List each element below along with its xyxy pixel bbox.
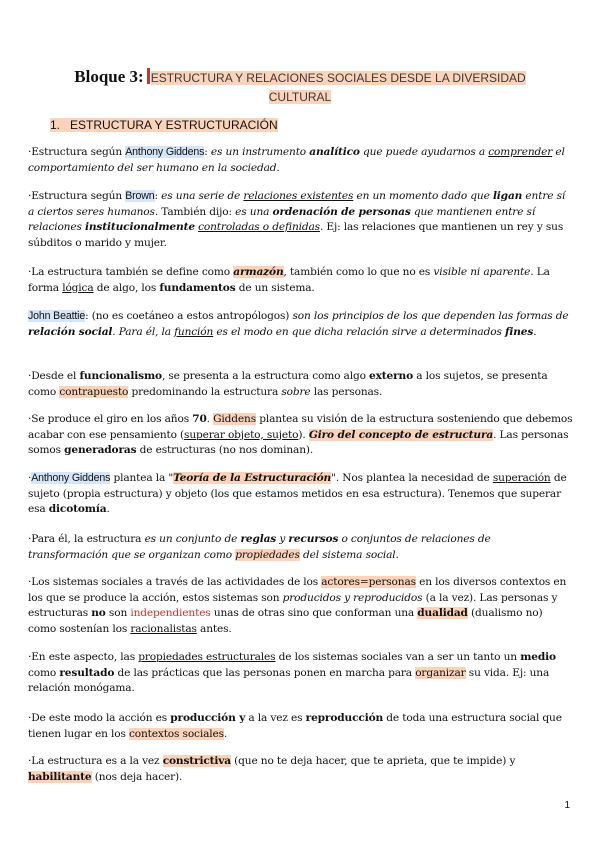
title-bloque: Bloque 3: <box>74 67 144 86</box>
text-run: de un sistema. <box>235 281 315 294</box>
text-run: Anthony Giddens <box>125 146 205 158</box>
text-run: Giddens <box>213 413 257 425</box>
paragraph-5 <box>28 369 573 400</box>
text-run: , también como lo que no es <box>283 266 434 278</box>
text-run: . La forma <box>28 266 550 294</box>
text-run: es una <box>235 205 273 218</box>
text-run: Teoría de la Estructuración <box>173 472 332 484</box>
text-run: ". Nos plantea la necesidad de <box>331 472 493 484</box>
text-run: o conjuntos de relaciones de transformación que se organizan como <box>28 533 491 561</box>
text-run: 70 <box>192 413 207 425</box>
text-run: Giro del concepto de estructura <box>308 428 494 441</box>
text-run: producidos y reproducidos <box>282 591 423 604</box>
text-run: habilitante <box>28 770 92 783</box>
text-run: propiedades estructurales <box>138 651 276 663</box>
text-run: son <box>105 607 131 619</box>
text-run: a la vez es <box>245 712 306 724</box>
paragraph-10 <box>28 650 573 697</box>
text-run: (dualismo no) como sostenían los <box>28 607 543 635</box>
text-run: antes. <box>196 622 232 635</box>
section-number: 1. <box>50 118 61 132</box>
text-run: medio <box>520 651 556 663</box>
text-run: ·Para él, la estructura <box>28 533 145 545</box>
title-marker <box>147 68 150 84</box>
text-run: predominando la estructura <box>128 385 282 398</box>
text-run: : <box>154 190 162 202</box>
section-heading <box>50 118 278 132</box>
text-run: (que no te deja hacer, que te aprieta, que te impide) y <box>230 755 516 767</box>
paragraph-11 <box>28 711 573 742</box>
text-run: fundamentos <box>159 281 236 294</box>
text-run: relación social <box>28 325 113 338</box>
text-run: funcionalismo <box>79 370 162 382</box>
text-run: contextos sociales <box>128 727 224 740</box>
text-run: resultado <box>59 666 115 679</box>
text-run: función <box>174 325 214 338</box>
text-run: (nos deja hacer). <box>91 770 183 783</box>
text-run: . Las personas somos <box>28 428 569 456</box>
text-run: ·Desde el <box>28 370 80 382</box>
text-run: es el modo en que dicha relación sirve a determinados <box>213 325 505 338</box>
text-run: superación <box>492 472 551 484</box>
text-run: relaciones existentes <box>243 190 354 202</box>
text-run: ·En este aspecto, las <box>28 651 139 663</box>
title-topic-line1: ESTRUCTURA Y RELACIONES SOCIALES DESDE LA DIVERSIDAD <box>150 71 526 85</box>
text-run: . <box>106 503 110 515</box>
text-run: generadoras <box>64 444 137 456</box>
text-run: las personas. <box>310 385 383 398</box>
text-run: . Para él, la <box>112 325 175 338</box>
text-run: es un instrumento <box>210 146 310 158</box>
paragraph-6 <box>28 412 573 459</box>
page-number: 1 <box>564 800 570 811</box>
text-run: fines <box>504 325 534 338</box>
paragraph-12 <box>28 754 573 785</box>
text-run: controladas o definidas <box>198 221 320 233</box>
text-run: ). <box>298 428 309 441</box>
section-label: ESTRUCTURA Y ESTRUCTURACIÓN <box>70 118 278 132</box>
paragraph-3 <box>28 265 573 296</box>
text-run: y <box>276 533 289 545</box>
text-run: a los sujetos, se presenta como <box>28 370 548 398</box>
text-run: visible ni aparente <box>433 266 531 278</box>
text-run: racionalistas <box>130 622 197 635</box>
text-run: . <box>533 325 537 338</box>
text-run: dicotomía <box>48 503 107 515</box>
text-run: en los diversos contextos en los que se produce la acción, estos sistemas son <box>28 576 567 604</box>
text-run: entre sí a ciertos seres humanos <box>28 190 566 218</box>
text-run: no <box>91 607 106 619</box>
text-run: de estructuras (no nos dominan). <box>136 444 314 456</box>
text-run: . Ej: las relaciones que mantienen un rey y sus súbditos o marido y mujer. <box>28 221 564 249</box>
text-run: de los sistemas sociales van a ser un tanto un <box>275 651 521 663</box>
text-run: superar objeto, sujeto <box>184 428 299 441</box>
text-run: analítico <box>309 146 360 158</box>
text-run: . <box>223 727 228 740</box>
text-run: institucionalmente <box>84 221 195 233</box>
text-run: Anthony Giddens <box>31 472 111 484</box>
text-run: ·La estructura también se define como <box>28 266 234 278</box>
text-run: son los principios de los que dependen las formas de <box>292 310 569 322</box>
text-run: su vida. Ej: una relación monógama. <box>28 666 550 694</box>
text-run: externo <box>369 370 414 382</box>
text-run: producción y <box>170 712 246 724</box>
text-run: comprender <box>488 146 553 158</box>
text-run: reglas <box>240 533 277 545</box>
text-run: : <box>204 146 211 158</box>
text-run: . También dijo: <box>154 205 236 218</box>
text-run: de las prácticas que las personas ponen en marcha para <box>114 666 416 679</box>
text-run: reproducción <box>305 712 384 724</box>
text-run: de toda una estructura social que tienen lugar en los <box>28 712 562 740</box>
text-run: John Beattie <box>28 310 86 322</box>
text-run: en un momento dado que <box>353 190 493 202</box>
text-run: ·Estructura según <box>28 146 126 158</box>
text-run: de algo, los <box>93 281 160 294</box>
text-run: ordenación de personas <box>272 205 411 218</box>
text-run: independientes <box>130 607 211 619</box>
text-run: es una serie de <box>161 190 244 202</box>
text-run: unas de otras sino que conforman una <box>210 607 418 619</box>
title-topic-line2: CULTURAL <box>268 90 332 104</box>
text-run: dualidad <box>417 607 468 619</box>
text-run: . <box>206 413 214 425</box>
text-run: plantea su visión de la estructura sosteniendo que debemos acabar con ese pensamiento ( <box>28 413 573 441</box>
text-run: . <box>276 161 280 174</box>
text-run: , se presenta a la estructura como algo <box>161 370 370 382</box>
paragraph-2 <box>28 189 573 251</box>
text-run: que mantienen entre sí relaciones <box>28 205 536 233</box>
text-run: : (no es coetáneo a estos antropólogos) <box>85 310 293 322</box>
paragraph-7 <box>28 471 573 518</box>
text-run: ·Estructura según <box>28 190 126 202</box>
text-run: (a la vez). Las personas y estructuras <box>28 591 558 619</box>
text-run: armazón <box>233 266 284 278</box>
text-run: propiedades <box>235 548 300 561</box>
text-run: ·La estructura es a la vez <box>28 755 163 767</box>
text-run: recursos <box>288 533 339 545</box>
paragraph-9 <box>28 575 573 637</box>
text-run: lógica <box>62 281 94 294</box>
text-run: · <box>28 472 32 484</box>
paragraph-4 <box>28 309 573 340</box>
paragraph-1 <box>28 145 573 176</box>
paragraph-8 <box>28 532 573 563</box>
text-run: sobre <box>281 385 311 398</box>
text-run: organizar <box>415 666 466 679</box>
text-run: es un conjunto de <box>144 533 241 545</box>
text-run: plantea la " <box>110 472 174 484</box>
text-run: de sujeto (propia estructura) y objeto (los que estamos metidos en esa estructura). Tenemos que superar esa <box>28 472 567 515</box>
text-run: ligan <box>492 190 523 202</box>
text-run: contrapuesto <box>59 385 129 398</box>
text-run: ·Los sistemas sociales a través de las actividades de los <box>28 576 322 588</box>
text-run: . <box>395 548 399 561</box>
text-run: actores=personas <box>321 576 416 588</box>
page-title <box>40 68 560 106</box>
text-run: como <box>28 666 60 679</box>
text-run: del sistema social <box>299 548 396 561</box>
text-run: constrictiva <box>162 755 231 767</box>
text-run: ·De este modo la acción es <box>28 712 171 724</box>
text-run: el comportamiento del ser humano en la sociedad <box>28 146 565 174</box>
text-run: ·Se produce el giro en los años <box>28 413 193 425</box>
text-run: que puede ayudarnos a <box>359 146 489 158</box>
text-run: Brown <box>125 190 155 202</box>
